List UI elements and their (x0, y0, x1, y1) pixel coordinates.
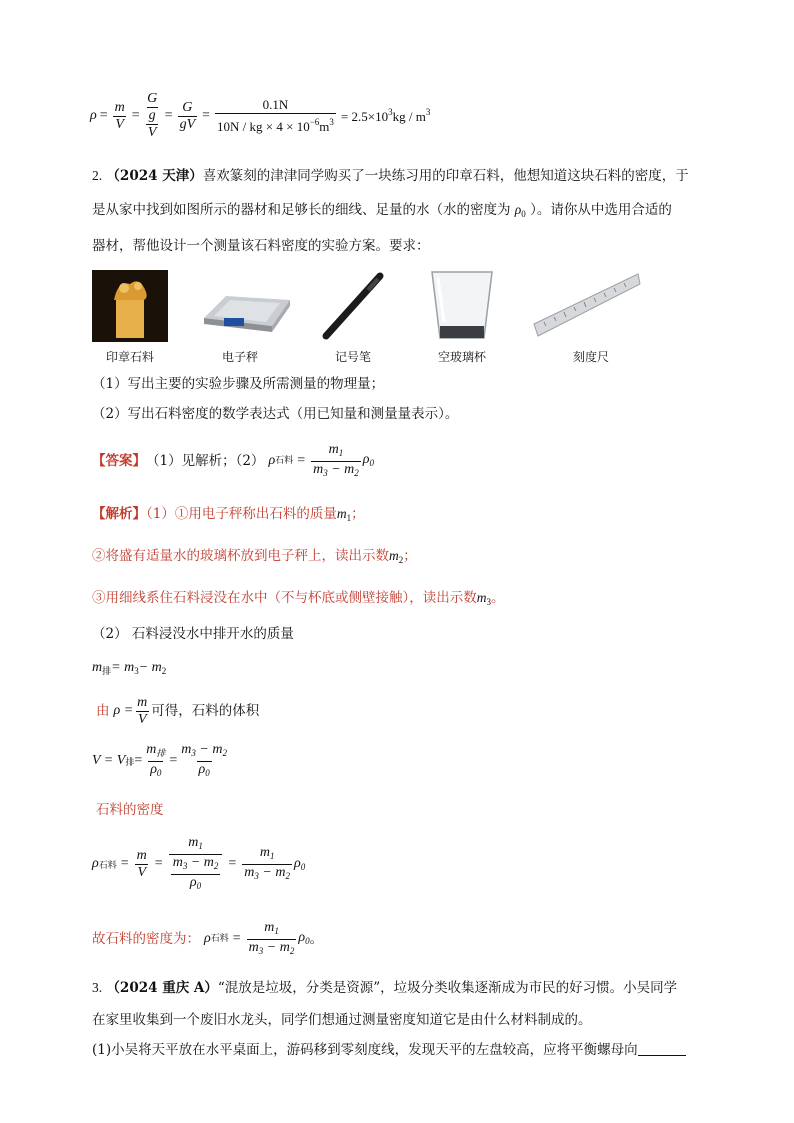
requirement-1: （1）写出主要的实验步骤及所需测量的物理量； (92, 376, 385, 392)
caption-ruler: 刻度尺 (572, 350, 609, 364)
caption-electronic-scale: 电子秤 (221, 350, 258, 364)
ruler-image (530, 270, 642, 342)
question-3-line-2: 在家里收集到一个废旧水龙头，同学们想通过测量密度知道它是由什么材料制成的。 (92, 1012, 592, 1028)
marker-pen-image (318, 270, 394, 342)
question-2-line-1: 2. （2024 天津）喜欢篆刻的津津同学购买了一块练习用的印章石料，他想知道这块石料的密度，于 (92, 168, 689, 184)
fraction-G-over-g-over-V: G g V (147, 91, 158, 140)
caption-glass-cup: 空玻璃杯 (437, 350, 486, 364)
analysis-step-3: ③用细线系住石料浸没在水中（不与杯底或侧壁接触），读出示数$m_3$。 (92, 590, 505, 607)
answer-blank[interactable] (638, 1041, 686, 1056)
density-derivation: ρ 石料 = $\frac{m}{V}$ = $m_1$ $m_3 - m_2$ $\rho_0$ = $\frac{m_1}{m_3 - m_2}$ $\rho_0$ (92, 832, 305, 896)
volume-formula: V = V 排 = $\frac{m_排}{\rho_0}$ = $\frac{m_3 - m_2}{\rho_0}$ (92, 740, 231, 782)
question-2-line-2: 是从家中找到如图所示的器材和足够长的细线、足量的水（水的密度为 $\rho_0$ ）。请你从中选用合适的 (92, 202, 672, 219)
volume-intro: 由 ρ = $\frac{m}{V}$ 可得，石料的体积 (96, 694, 260, 727)
fraction-G-over-gV: $\frac{G}{gV}$ (179, 99, 196, 132)
fraction-numeric: $\frac{0.1N}{10N / kg \times 4 \times 10^{-6}m^3}$ (217, 97, 334, 134)
fraction-m-over-V: $\frac{m}{V}$ (114, 99, 125, 132)
caption-marker-pen: 记号笔 (334, 350, 371, 364)
answer-line: 【答案】 （1）见解析；（2） ρ 石料 = $\frac{m_1}{m_3 - m_2}$ $\rho_0$ (92, 446, 374, 476)
question-3-line-1: 3. （2024 重庆 A）“混放是垃圾，分类是资源”，垃圾分类收集逐渐成为市民的好习惯。小吴同学 (92, 980, 678, 996)
question-2-line-3: 器材，帮他设计一个测量该石料密度的实验方案。要求： (92, 238, 430, 254)
analysis-step-2: ②将盛有适量水的玻璃杯放到电子秤上，读出示数$m_2$； (92, 548, 417, 565)
electronic-scale-image (196, 270, 292, 342)
density-formula-1: ρ = $\frac{m}{V}$ = G g V = $\frac{G}{gV}$ = $\frac{0.1N}{10N / kg \times 4 \times 10^{-6}m^3}$ = $2.5\times 10^3kg / m^3$ (90, 91, 431, 140)
analysis-part-2: （2） 石料浸没水中排开水的质量 (92, 626, 294, 642)
density-label: 石料的密度 (96, 802, 164, 818)
seal-stone-image (92, 270, 168, 342)
conclusion-line: 故石料的密度为： ρ 石料 = $\frac{m_1}{m_3 - m_2}$ $\rho_0$ 。 (92, 918, 323, 960)
requirement-2: （2）写出石料密度的数学表达式（用已知量和测量量表示）。 (92, 406, 459, 422)
caption-seal-stone: 印章石料 (105, 350, 154, 364)
question-3-line-3: (1)小吴将天平放在水平桌面上，游码移到零刻度线，发现天平的左盘较高，应将平衡螺母向 (92, 1040, 686, 1060)
analysis-step-1: 【解析】（1）①用电子秤称出石料的质量$m_1$； (92, 506, 365, 523)
glass-cup-image (424, 270, 500, 342)
displaced-water-mass: $m_排= m_3- m_2$ (92, 660, 167, 676)
